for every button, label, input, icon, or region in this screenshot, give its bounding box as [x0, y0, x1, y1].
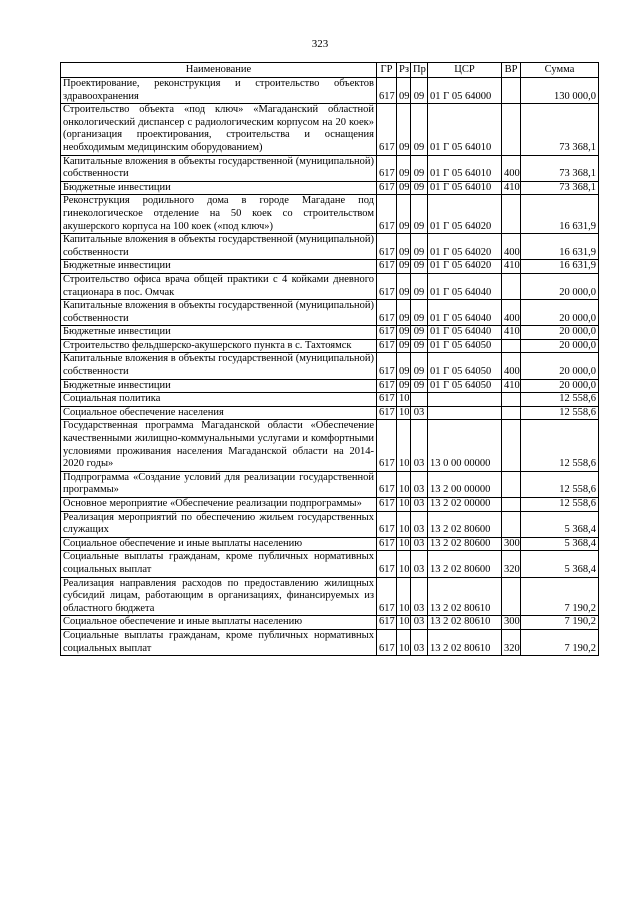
cell-name: Реализация мероприятий по обеспечению жильем государственных служащих: [61, 511, 377, 537]
cell-vr: 410: [502, 260, 521, 274]
cell-rz: 09: [397, 353, 411, 379]
cell-pr: 03: [411, 406, 428, 420]
cell-rz: 09: [397, 155, 411, 181]
cell-name: Капитальные вложения в объекты государственной (муниципальной) собственности: [61, 300, 377, 326]
cell-gr: 617: [377, 155, 397, 181]
cell-gr: 617: [377, 616, 397, 630]
cell-csr: 13 2 02 00000: [428, 498, 502, 512]
header-rz: Рз: [397, 63, 411, 78]
cell-gr: 617: [377, 260, 397, 274]
cell-vr: [502, 577, 521, 616]
cell-pr: 09: [411, 260, 428, 274]
cell-sum: 73 368,1: [521, 155, 599, 181]
cell-csr: [428, 393, 502, 407]
cell-vr: [502, 393, 521, 407]
table-row: [61, 155, 599, 181]
cell-pr: 09: [411, 273, 428, 299]
cell-sum: 20 000,0: [521, 300, 599, 326]
cell-gr: 617: [377, 339, 397, 353]
cell-sum: 130 000,0: [521, 78, 599, 104]
table-row: [61, 420, 599, 471]
cell-pr: 09: [411, 300, 428, 326]
cell-name: Подпрограмма «Создание условий для реализации государственной программы»: [61, 471, 377, 497]
cell-pr: 03: [411, 420, 428, 471]
cell-name: Капитальные вложения в объекты государственной (муниципальной) собственности: [61, 155, 377, 181]
cell-csr: 13 2 02 80610: [428, 629, 502, 655]
cell-rz: 09: [397, 104, 411, 155]
cell-gr: 617: [377, 498, 397, 512]
cell-pr: 09: [411, 78, 428, 104]
table-row: [61, 195, 599, 234]
header-sum: Сумма: [521, 63, 599, 78]
cell-name: Социальное обеспечение и иные выплаты населению: [61, 537, 377, 551]
cell-pr: 03: [411, 471, 428, 497]
header-gr: ГР: [377, 63, 397, 78]
cell-name: Бюджетные инвестиции: [61, 379, 377, 393]
cell-gr: 617: [377, 181, 397, 195]
cell-vr: [502, 498, 521, 512]
cell-sum: 20 000,0: [521, 379, 599, 393]
cell-sum: 20 000,0: [521, 339, 599, 353]
cell-sum: 5 368,4: [521, 551, 599, 577]
cell-gr: 617: [377, 379, 397, 393]
cell-name: Бюджетные инвестиции: [61, 326, 377, 340]
cell-pr: 03: [411, 498, 428, 512]
cell-name: Социальная политика: [61, 393, 377, 407]
header-csr: ЦСР: [428, 63, 502, 78]
table-row: [61, 577, 599, 616]
cell-csr: 01 Г 05 64040: [428, 326, 502, 340]
cell-name: Капитальные вложения в объекты государственной (муниципальной) собственности: [61, 234, 377, 260]
cell-sum: 73 368,1: [521, 181, 599, 195]
cell-sum: 7 190,2: [521, 616, 599, 630]
table-row: [61, 629, 599, 655]
cell-pr: [411, 393, 428, 407]
cell-name: Социальные выплаты гражданам, кроме публичных нормативных социальных выплат: [61, 629, 377, 655]
cell-rz: 10: [397, 498, 411, 512]
cell-sum: 5 368,4: [521, 537, 599, 551]
cell-pr: 03: [411, 537, 428, 551]
table-row: [61, 379, 599, 393]
cell-rz: 09: [397, 195, 411, 234]
cell-name: Капитальные вложения в объекты государственной (муниципальной) собственности: [61, 353, 377, 379]
cell-gr: 617: [377, 234, 397, 260]
cell-name: Строительство офиса врача общей практики с 4 койками дневного стационара в пос. Омчак: [61, 273, 377, 299]
cell-rz: 09: [397, 326, 411, 340]
cell-csr: 13 2 02 80610: [428, 577, 502, 616]
cell-csr: 13 2 02 80610: [428, 616, 502, 630]
cell-vr: [502, 273, 521, 299]
cell-gr: 617: [377, 273, 397, 299]
cell-pr: 09: [411, 339, 428, 353]
cell-rz: 10: [397, 551, 411, 577]
cell-csr: 01 Г 05 64010: [428, 155, 502, 181]
cell-vr: [502, 78, 521, 104]
table-row: [61, 78, 599, 104]
table-row: [61, 104, 599, 155]
cell-csr: 01 Г 05 64050: [428, 379, 502, 393]
cell-sum: 5 368,4: [521, 511, 599, 537]
cell-vr: 410: [502, 326, 521, 340]
cell-sum: 16 631,9: [521, 234, 599, 260]
cell-vr: [502, 339, 521, 353]
cell-csr: 13 0 00 00000: [428, 420, 502, 471]
cell-vr: 410: [502, 181, 521, 195]
table-row: [61, 393, 599, 407]
cell-name: Реконструкция родильного дома в городе Магадане под гинекологическое отделение на 50 коек со строительством акушерского корпуса на 100 коек («под ключ»): [61, 195, 377, 234]
table-row: [61, 273, 599, 299]
cell-name: Основное мероприятие «Обеспечение реализации подпрограммы»: [61, 498, 377, 512]
cell-name: Социальные выплаты гражданам, кроме публичных нормативных социальных выплат: [61, 551, 377, 577]
cell-rz: 09: [397, 273, 411, 299]
table-row: [61, 498, 599, 512]
cell-name: Проектирование, реконструкция и строительство объектов здравоохранения: [61, 78, 377, 104]
table-row: [61, 616, 599, 630]
cell-rz: 10: [397, 393, 411, 407]
cell-gr: 617: [377, 393, 397, 407]
cell-gr: 617: [377, 195, 397, 234]
cell-gr: 617: [377, 551, 397, 577]
cell-gr: 617: [377, 629, 397, 655]
cell-rz: 09: [397, 78, 411, 104]
cell-pr: 03: [411, 577, 428, 616]
cell-csr: 01 Г 05 64050: [428, 339, 502, 353]
budget-table: [60, 62, 599, 656]
cell-csr: 01 Г 05 64040: [428, 273, 502, 299]
cell-csr: 01 Г 05 64010: [428, 104, 502, 155]
cell-vr: 400: [502, 300, 521, 326]
table-row: [61, 300, 599, 326]
header-pr: Пр: [411, 63, 428, 78]
cell-name: Строительство фельдшерско-акушерского пункта в с. Тахтоямск: [61, 339, 377, 353]
cell-pr: 09: [411, 234, 428, 260]
table-body: [61, 78, 599, 656]
cell-vr: 300: [502, 616, 521, 630]
cell-rz: 10: [397, 420, 411, 471]
cell-gr: 617: [377, 406, 397, 420]
cell-pr: 09: [411, 181, 428, 195]
cell-gr: 617: [377, 511, 397, 537]
cell-csr: 01 Г 05 64020: [428, 260, 502, 274]
cell-csr: 13 2 02 80600: [428, 537, 502, 551]
table-row: [61, 353, 599, 379]
table-row: [61, 406, 599, 420]
cell-vr: 320: [502, 551, 521, 577]
table-header-row: [61, 63, 599, 78]
cell-pr: 09: [411, 379, 428, 393]
cell-vr: [502, 420, 521, 471]
table-row: [61, 181, 599, 195]
cell-gr: 617: [377, 577, 397, 616]
cell-pr: 03: [411, 511, 428, 537]
cell-vr: 300: [502, 537, 521, 551]
cell-name: Бюджетные инвестиции: [61, 181, 377, 195]
header-vr: ВР: [502, 63, 521, 78]
cell-sum: 12 558,6: [521, 393, 599, 407]
cell-name: Государственная программа Магаданской области «Обеспечение качественными жилищно-коммунальными услугами и комфортными условиями проживания населения Магаданской области на 2014-2020 годы»: [61, 420, 377, 471]
cell-vr: [502, 195, 521, 234]
cell-sum: 20 000,0: [521, 326, 599, 340]
cell-name: Социальное обеспечение населения: [61, 406, 377, 420]
cell-pr: 03: [411, 551, 428, 577]
cell-rz: 09: [397, 379, 411, 393]
cell-pr: 09: [411, 326, 428, 340]
cell-name: Строительство объекта «под ключ» «Магаданский областной онкологический диспансер с радиологическим корпусом на 20 коек» (организация проектирования, строительства и оснащения необходимым медицинским оборудованием): [61, 104, 377, 155]
cell-vr: 400: [502, 353, 521, 379]
cell-sum: 7 190,2: [521, 629, 599, 655]
cell-sum: 7 190,2: [521, 577, 599, 616]
cell-sum: 12 558,6: [521, 406, 599, 420]
cell-sum: 16 631,9: [521, 260, 599, 274]
cell-sum: 12 558,6: [521, 471, 599, 497]
cell-vr: 410: [502, 379, 521, 393]
cell-rz: 09: [397, 181, 411, 195]
cell-vr: [502, 471, 521, 497]
cell-csr: 13 2 00 00000: [428, 471, 502, 497]
cell-csr: [428, 406, 502, 420]
cell-csr: 13 2 02 80600: [428, 511, 502, 537]
cell-pr: 09: [411, 353, 428, 379]
cell-sum: 20 000,0: [521, 273, 599, 299]
cell-gr: 617: [377, 326, 397, 340]
cell-gr: 617: [377, 104, 397, 155]
cell-csr: 01 Г 05 64010: [428, 181, 502, 195]
cell-gr: 617: [377, 471, 397, 497]
table-row: [61, 260, 599, 274]
cell-rz: 09: [397, 300, 411, 326]
cell-vr: [502, 406, 521, 420]
cell-pr: 09: [411, 195, 428, 234]
cell-sum: 12 558,6: [521, 420, 599, 471]
cell-name: Социальное обеспечение и иные выплаты населению: [61, 616, 377, 630]
cell-rz: 09: [397, 260, 411, 274]
cell-gr: 617: [377, 420, 397, 471]
cell-rz: 09: [397, 339, 411, 353]
cell-sum: 16 631,9: [521, 195, 599, 234]
cell-rz: 09: [397, 234, 411, 260]
cell-rz: 10: [397, 629, 411, 655]
cell-csr: 13 2 02 80600: [428, 551, 502, 577]
page-number: 323: [311, 38, 329, 50]
cell-pr: 03: [411, 616, 428, 630]
cell-pr: 09: [411, 104, 428, 155]
cell-vr: [502, 511, 521, 537]
table-row: [61, 234, 599, 260]
cell-pr: 03: [411, 629, 428, 655]
table-row: [61, 326, 599, 340]
cell-gr: 617: [377, 537, 397, 551]
cell-name: Бюджетные инвестиции: [61, 260, 377, 274]
cell-csr: 01 Г 05 64020: [428, 234, 502, 260]
cell-sum: 73 368,1: [521, 104, 599, 155]
cell-rz: 10: [397, 406, 411, 420]
cell-sum: 20 000,0: [521, 353, 599, 379]
cell-csr: 01 Г 05 64050: [428, 353, 502, 379]
cell-sum: 12 558,6: [521, 498, 599, 512]
table-row: [61, 471, 599, 497]
cell-gr: 617: [377, 78, 397, 104]
cell-gr: 617: [377, 353, 397, 379]
cell-rz: 10: [397, 577, 411, 616]
cell-rz: 10: [397, 511, 411, 537]
table-row: [61, 339, 599, 353]
cell-rz: 10: [397, 616, 411, 630]
table-row: [61, 537, 599, 551]
cell-pr: 09: [411, 155, 428, 181]
table-row: [61, 551, 599, 577]
cell-vr: 320: [502, 629, 521, 655]
cell-rz: 10: [397, 471, 411, 497]
cell-vr: 400: [502, 155, 521, 181]
header-name: Наименование: [61, 63, 377, 78]
cell-vr: [502, 104, 521, 155]
cell-csr: 01 Г 05 64020: [428, 195, 502, 234]
cell-csr: 01 Г 05 64000: [428, 78, 502, 104]
cell-name: Реализация направления расходов по предоставлению жилищных субсидий лицам, работающим в организациях, финансируемых из областного бюджета: [61, 577, 377, 616]
cell-gr: 617: [377, 300, 397, 326]
table-row: [61, 511, 599, 537]
cell-vr: 400: [502, 234, 521, 260]
cell-csr: 01 Г 05 64040: [428, 300, 502, 326]
cell-rz: 10: [397, 537, 411, 551]
